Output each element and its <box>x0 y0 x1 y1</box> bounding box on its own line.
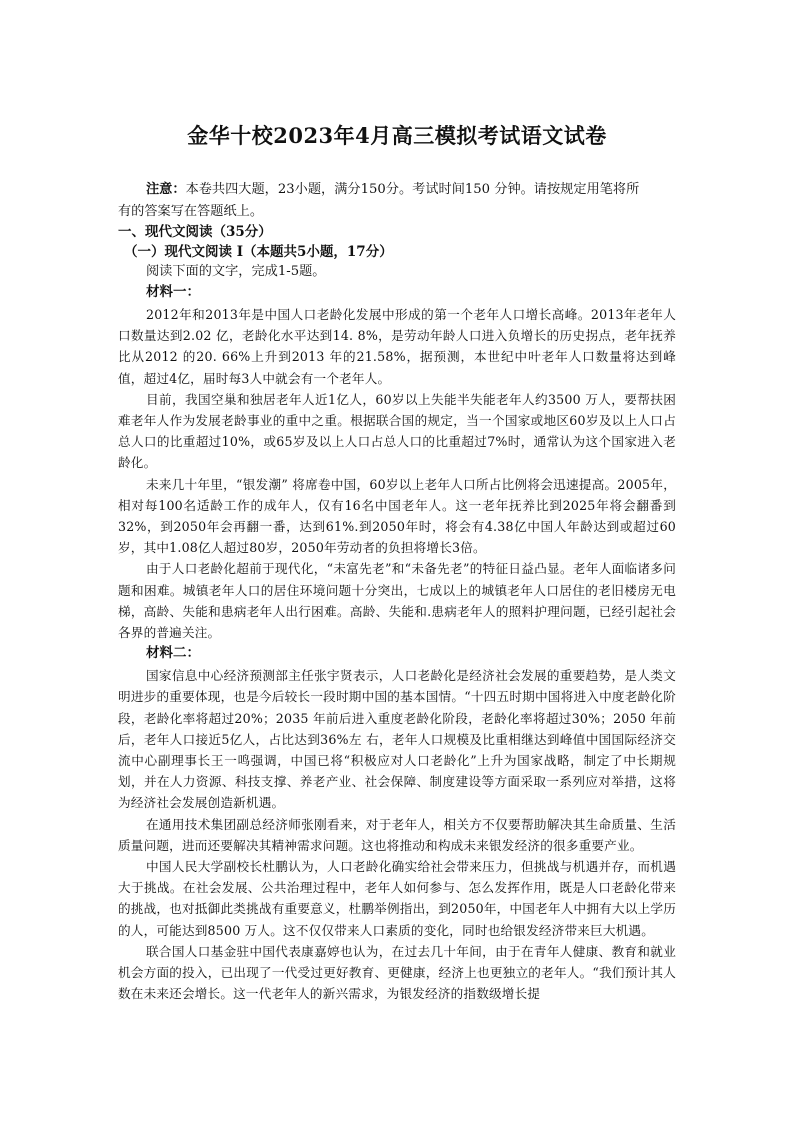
material-one-paragraph: 目前，我国空巢和独居老年人近1亿人，60岁以上失能半失能老年人约3500 万人，要帮扶困难老年人作为发展老龄事业的重中之重。根据联合国的规定，当一个国家或地区60岁及以上人口占总人口的比重超过10%，或65岁及以上人口占总人口的比重超过7%时，通常认为这个国家进入老龄化。 <box>118 391 676 471</box>
page-title: 金华十校2023年4月高三模拟考试语文试卷 <box>187 123 607 148</box>
notice-label: 注意： <box>146 182 186 197</box>
material-one-paragraph: 未来几十年里，“银发潮” 将席卷中国，60岁以上老年人口所占比例将会迅速提高。2005年，相对每100名适龄工作的成年人，仅有16名中国老年人。这一老年抚养比到2025年将会翻番到32%，到2050年会再翻一番，达到61%.到2050年时，将会有4.38亿中国人年龄达到或超过60岁，其中1.08亿人超过80岁，2050年劳动者的负担将增长3倍。 <box>118 476 676 556</box>
material-two-paragraph: 联合国人口基金驻中国代表康嘉婷也认为，在过去几十年间，由于在青年人健康、教育和就业机会方面的投入，已出现了一代受过更好教育、更健康，经济上也更独立的老年人。“我们预计其人数在未来还会增长。这一代老年人的新兴需求，为银发经济的指数级增长提 <box>118 943 676 1002</box>
reading-instruction: 阅读下面的文字，完成1-5题。 <box>146 264 326 279</box>
subsection-heading: （一）现代文阅读 I（本题共5小题，17分） <box>124 244 393 260</box>
material-one-label: 材料一： <box>146 284 200 300</box>
material-two-paragraph: 在通用技术集团副总经济师张刚看来，对于老年人，相关方不仅要帮助解决其生命质量、生活质量问题，进而还要解决其精神需求问题。这也将推动和构成未来银发经济的很多重要产业。 <box>118 816 676 853</box>
notice-text-continued: 有的答案写在答题纸上。 <box>118 204 264 219</box>
material-one-paragraph: 由于人口老龄化超前于现代化，“未富先老”和“未备先老”的特征日益凸显。老年人面临诸多问题和困难。城镇老年人口的居住环境问题十分突出，七成以上的城镇老年人口居住的老旧楼房无电梯，高龄、失能和患病老年人出行困难。高龄、失能和.患病老年人的照料护理问题，已经引起社会各界的普遍关注。 <box>118 561 676 641</box>
material-two-label: 材料二： <box>146 645 200 662</box>
material-one-paragraph: 2012年和2013年是中国人口老龄化发展中形成的第一个老年人口增长高峰。2013年老年人口数量达到2.02 亿，老龄化水平达到14. 8%，是劳动年龄人口进入负增长的历史拐点，老年抚养比从2012 的20. 66%上升到2013 年的21.58%，据预测，本世纪中叶老年人口数量将达到峰值，超过4亿，届时每3人中就会有一个老年人。 <box>118 307 676 386</box>
section-heading: 一、现代文阅读（35分） <box>118 224 272 240</box>
material-two-paragraph: 中国人民大学副校长杜鹏认为，人口老龄化确实给社会带来压力，但挑战与机遇并存，而机遇大于挑战。在社会发展、公共治理过程中，老年人如何参与、怎么发挥作用，既是人口老龄化带来的挑战，也对抵御此类挑战有重要意义，杜鹏举例指出，到2050年，中国老年人中拥有大以上学历的人，可能达到8500 万人。这不仅仅带来人口素质的变化，同时也给银发经济带来巨大机遇。 <box>118 859 676 938</box>
notice <box>146 180 676 200</box>
notice-text: 本卷共四大题，23小题，满分150分。考试时间150 分钟。请按规定用笔将所 <box>185 182 640 197</box>
material-two-paragraph: 国家信息中心经济预测部主任张宇贤表示，人口老龄化是经济社会发展的重要趋势，是人类文明进步的重要体现，也是今后较长一段时期中国的基本国情。“十四五时期中国将进入中度老龄化阶段，老龄化率将超过20%；2035 年前后进入重度老龄化阶段，老龄化率将超过30%；2050 年前后，老年人口接近5亿人，占比达到36%左 右，老年人口规模及比重相继达到峰值中国国际经济交流中心副理事长王一鸣强调，中国已将“积极应对人口老龄化”上升为国家战略，制定了中长期规划，并在人力资源、科技支撑、养老产业、社会保障、制度建设等方面采取一系列应对举措，这将为经济社会发展创造新机遇。 <box>118 668 676 811</box>
